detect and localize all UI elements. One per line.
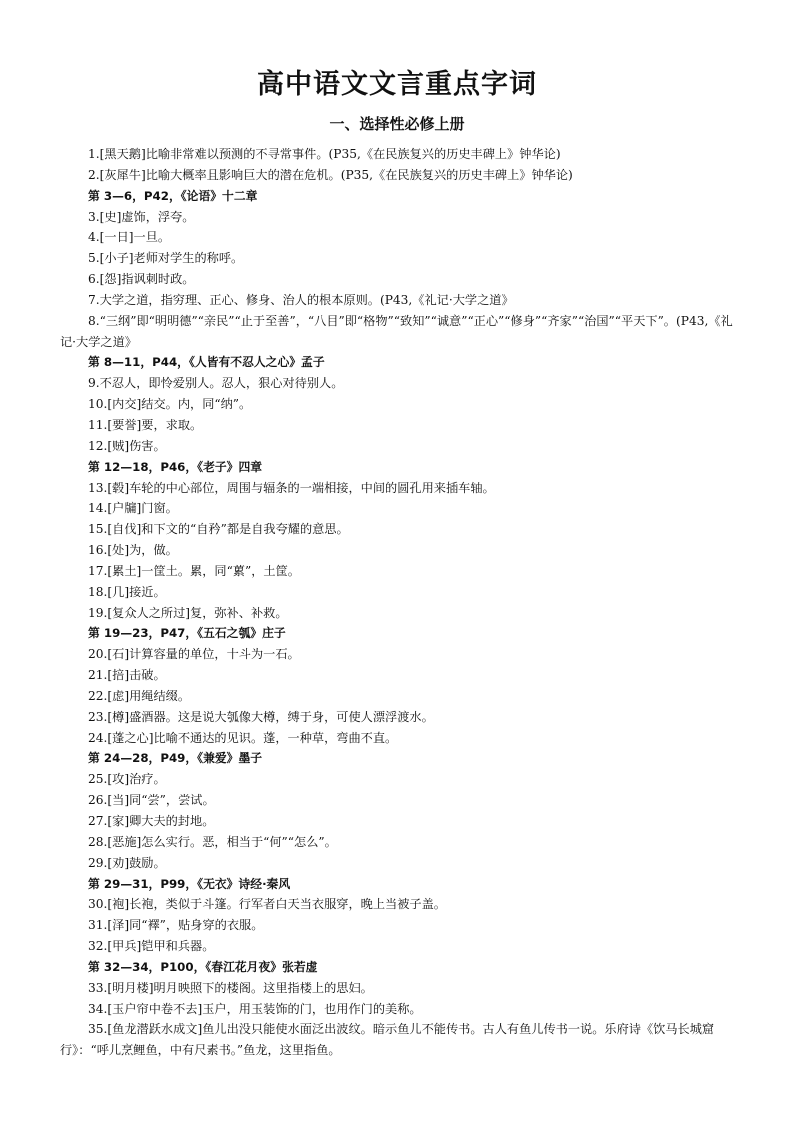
vocab-entry: 26.[当]同“尝”，尝试。 xyxy=(88,793,215,808)
vocab-entry: 34.[玉户帘中卷不去]玉户，用玉装饰的门，也用作门的美称。 xyxy=(88,1001,422,1016)
vocab-entry: 9.不忍人，即怜爱别人。忍人，狠心对待别人。 xyxy=(88,376,344,391)
vocab-entry: 17.[累土]一筐土。累，同“蔂”，土筐。 xyxy=(88,563,300,578)
vocab-entry: 27.[家]卿大夫的封地。 xyxy=(88,814,215,828)
lesson-heading: 第 19—23，P47，《五石之瓠》庄子 xyxy=(88,626,286,641)
vocab-entry: 31.[泽]同“襗”，贴身穿的衣服。 xyxy=(88,918,264,933)
vocab-entry: 21.[掊]击破。 xyxy=(88,668,166,683)
vocab-entry: 13.[毂]车轮的中心部位，周围与辐条的一端相接，中间的圆孔用来插车轴。 xyxy=(88,480,495,495)
lesson-heading: 第 32—34，P100，《春江花月夜》张若虚 xyxy=(88,959,318,974)
vocab-entry: 24.[蓬之心]比喻不通达的见识。蓬，一种草，弯曲不直。 xyxy=(88,730,398,745)
vocab-entry: 4.[一日]一旦。 xyxy=(88,230,171,245)
lesson-heading: 第 3—6，P42，《论语》十二章 xyxy=(88,188,258,203)
vocab-entry: 12.[贼]伤害。 xyxy=(88,438,166,453)
vocab-entry: 18.[几]接近。 xyxy=(88,584,166,599)
vocab-entry: 22.[虑]用绳结缀。 xyxy=(88,688,191,703)
vocab-entry: 16.[处]为，做。 xyxy=(88,543,178,558)
vocab-entry: 10.[内交]结交。内，同“纳”。 xyxy=(88,397,252,412)
vocab-entry: 30.[袍]长袍，类似于斗篷。行军者白天当衣服穿，晚上当被子盖。 xyxy=(88,897,446,912)
vocab-entry: 29.[劝]鼓励。 xyxy=(88,855,166,870)
section-title: 一、选择性必修上册 xyxy=(329,115,465,133)
lesson-heading: 第 8—11，P44，《人皆有不忍人之心》孟子 xyxy=(88,355,325,370)
vocab-entry: 15.[自伐]和下文的“自矜”都是自我夸耀的意思。 xyxy=(88,522,349,537)
vocab-entry: 14.[户牖]门窗。 xyxy=(88,501,178,516)
vocab-entry: 8.“三纲”即“明明德”“亲民”“止于至善”，“八目”即“格物”“致知”“诚意”“正心”“修身”“齐家”“治国”“平天下”。(P43,《礼记·大学之道》 xyxy=(60,313,733,349)
vocab-entry: 6.[怨]指讽刺时政。 xyxy=(88,272,195,287)
vocab-entry: 5.[小子]老师对学生的称呼。 xyxy=(88,251,244,266)
vocab-entry: 25.[攻]治疗。 xyxy=(88,772,166,787)
lesson-heading: 第 12—18，P46，《老子》四章 xyxy=(88,459,263,474)
vocab-entry: 7.大学之道，指穷理、正心、修身、治人的根本原则。(P43,《礼记·大学之道》 xyxy=(88,292,514,307)
vocab-entry: 28.[恶施]怎么实行。恶，相当于“何”“怎么”。 xyxy=(88,834,337,849)
vocab-entry: 1.[黑天鹅]比喻非常难以预测的不寻常事件。(P35,《在民族复兴的历史丰碑上》钟华论) xyxy=(88,147,561,161)
vocab-entry: 19.[复众人之所过]复，弥补、补救。 xyxy=(88,605,288,620)
vocab-entry: 23.[樽]盛酒器。这是说大瓠像大樽，缚于身，可使人漂浮渡水。 xyxy=(88,709,434,724)
vocab-entry: 35.[鱼龙潜跃水成文]鱼儿出没只能使水面泛出波纹。暗示鱼儿不能传书。古人有鱼儿传书一说。乐府诗《饮马长城窟行》：“呼儿烹鲤鱼，中有尺素书。”鱼龙，这里指鱼。 xyxy=(60,1022,715,1058)
vocab-entry: 2.[灰犀牛]比喻大概率且影响巨大的潜在危机。(P35,《在民族复兴的历史丰碑上》钟华论) xyxy=(88,167,573,182)
lesson-heading: 第 24—28，P49，《兼爱》墨子 xyxy=(88,751,263,766)
vocab-entry: 20.[石]计算容量的单位，十斗为一石。 xyxy=(88,647,300,662)
lesson-heading: 第 29—31，P99，《无衣》诗经·秦风 xyxy=(88,876,291,891)
vocab-entry: 3.[史]虚饰，浮夸。 xyxy=(88,209,195,224)
vocab-entry: 33.[明月楼]明月映照下的楼阁。这里指楼上的思妇。 xyxy=(88,980,373,995)
document-title: 高中语文文言重点字词 xyxy=(257,69,537,100)
document-body xyxy=(60,144,736,1061)
vocab-entry: 32.[甲兵]铠甲和兵器。 xyxy=(88,939,215,954)
vocab-entry: 11.[要誉]要，求取。 xyxy=(88,417,203,432)
